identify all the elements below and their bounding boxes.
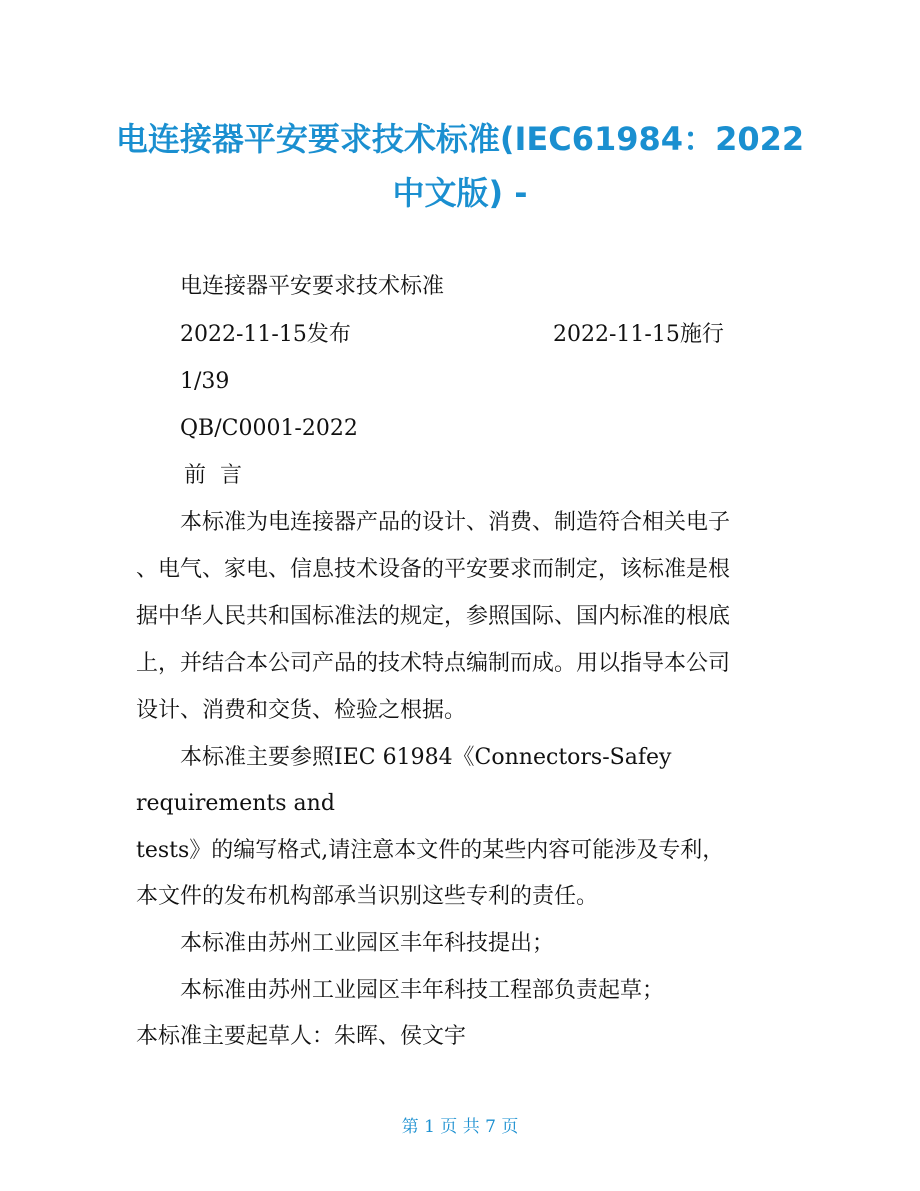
standard-heading: 电连接器平安要求技术标准 [180,274,445,299]
paragraph-2-line-4: 本文件的发布机构部承当识别这些专利的责任。 [136,884,599,909]
document-title-line-2: 中文版) - [392,174,528,212]
paragraph-4: 本标准由苏州工业园区丰年科技工程部负责起草； [180,978,665,1003]
effective-date: 2022-11-15施行 [553,322,724,347]
paragraph-5: 本标准主要起草人：朱晖、侯文宇 [136,1024,467,1049]
paragraph-1-line-5: 设计、消费和交货、检验之根据。 [136,698,467,723]
paragraph-1-line-4: 上，并结合本公司产品的技术特点编制而成。用以指导本公司 [136,651,731,676]
document-title-line-1: 电连接器平安要求技术标准(IEC61984：2022 [115,120,805,158]
paragraph-1-line-2: 、电气、家电、信息技术设备的平安要求而制定，该标准是根 [136,557,731,582]
page-reference: 1/39 [180,369,230,394]
paragraph-3: 本标准由苏州工业园区丰年科技提出； [180,931,555,956]
page-footer: 第 1 页 共 7 页 [401,1117,519,1137]
paragraph-1-line-1: 本标准为电连接器产品的设计、消费、制造符合相关电子 [180,510,731,535]
standard-code: QB/C0001-2022 [180,416,358,441]
paragraph-2-line-3: tests》的编写格式,请注意本文件的某些内容可能涉及专利， [136,838,725,863]
preface-heading: 前 言 [184,463,242,488]
publish-date: 2022-11-15发布 [180,322,351,347]
paragraph-1-line-3: 据中华人民共和国标准法的规定，参照国际、国内标准的根底 [136,604,731,629]
paragraph-2-line-1: 本标准主要参照IEC 61984《Connectors-Safey [180,745,672,770]
paragraph-2-line-2: requirements and [136,791,335,816]
